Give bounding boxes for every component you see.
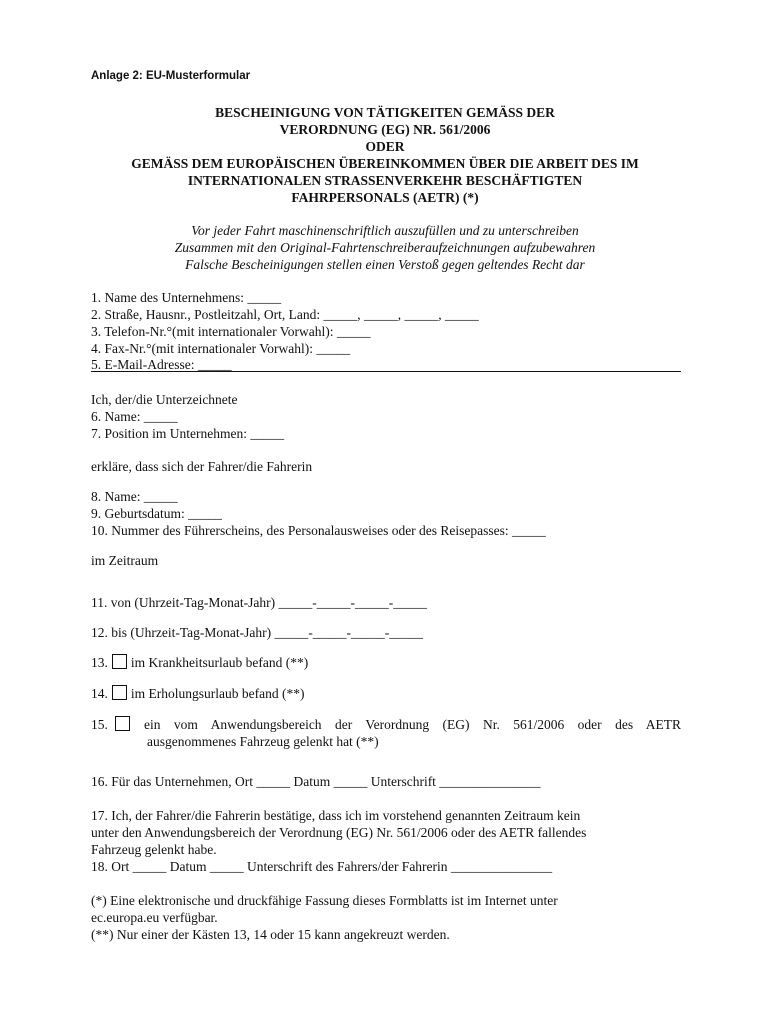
instruction-line-2: Zusammen mit den Original-Fahrtenschreiberaufzeichnungen aufzubewahren — [174, 240, 596, 255]
driver-confirmation-line-1: 17. Ich, der Fahrer/die Fahrerin bestätige, dass ich im vorstehend genannten Zeitraum kein — [91, 808, 581, 823]
footnote-1-line-2: ec.europa.eu verfügbar. — [91, 910, 218, 925]
field-company-email[interactable]: 5. E-Mail-Adresse: _____ — [91, 357, 232, 372]
option-label: im Erholungsurlaub befand (**) — [130, 686, 305, 701]
title-line-2: VERORDNUNG (EG) NR. 561/2006 — [279, 122, 491, 137]
field-signer-name[interactable]: 6. Name: _____ — [91, 409, 178, 424]
field-company-name[interactable]: 1. Name des Unternehmens: _____ — [91, 290, 282, 305]
title-line-4: GEMÄSS DEM EUROPÄISCHEN ÜBEREINKOMMEN ÜBER DIE ARBEIT DES IM — [131, 156, 639, 171]
field-company-signature[interactable]: 16. Für das Unternehmen, Ort _____ Datum _____ Unterschrift _______________ — [91, 774, 541, 789]
period-label: im Zeitraum — [91, 553, 159, 568]
annual-leave-checkbox[interactable] — [112, 685, 127, 700]
footnote-1-line-1: (*) Eine elektronische und druckfähige Fassung dieses Formblatts ist im Internet unter — [91, 893, 558, 908]
exempt-vehicle-checkbox[interactable] — [115, 716, 130, 731]
title-line-3: ODER — [365, 139, 405, 154]
sick-leave-checkbox[interactable] — [112, 654, 127, 669]
field-company-fax[interactable]: 4. Fax-Nr.°(mit internationaler Vorwahl): _____ — [91, 341, 351, 356]
field-period-to[interactable]: 12. bis (Uhrzeit-Tag-Monat-Jahr) _____-_____-_____-_____ — [91, 625, 423, 640]
instruction-line-1: Vor jeder Fahrt maschinenschriftlich auszufüllen und zu unterschreiben — [191, 223, 579, 238]
field-driver-document-number[interactable]: 10. Nummer des Führerscheins, des Personalausweises oder des Reisepasses: _____ — [91, 523, 546, 538]
annex-label: Anlage 2: EU-Musterformular — [91, 70, 251, 82]
title-line-1: BESCHEINIGUNG VON TÄTIGKEITEN GEMÄSS DER — [215, 105, 555, 120]
option-label: im Krankheitsurlaub befand (**) — [130, 655, 309, 670]
signer-intro: Ich, der/die Unterzeichnete — [91, 392, 238, 407]
title-line-5: INTERNATIONALEN STRASSENVERKEHR BESCHÄFTIGTEN — [187, 173, 583, 188]
field-company-address[interactable]: 2. Straße, Hausnr., Postleitzahl, Ort, Land: _____, _____, _____, _____ — [91, 307, 479, 322]
option-number: 14. — [91, 686, 108, 701]
option-exempt-vehicle — [91, 716, 138, 733]
field-signer-position[interactable]: 7. Position im Unternehmen: _____ — [91, 426, 285, 441]
option-number: 13. — [91, 655, 108, 670]
divider-line — [91, 371, 681, 372]
field-period-from[interactable]: 11. von (Uhrzeit-Tag-Monat-Jahr) _____-_____-_____-_____ — [91, 595, 427, 610]
option-number: 15. — [91, 717, 108, 732]
field-company-phone[interactable]: 3. Telefon-Nr.°(mit internationaler Vorwahl): _____ — [91, 324, 371, 339]
footnote-2: (**) Nur einer der Kästen 13, 14 oder 15 kann angekreuzt werden. — [91, 927, 450, 942]
field-driver-signature[interactable]: 18. Ort _____ Datum _____ Unterschrift des Fahrers/der Fahrerin _______________ — [91, 859, 553, 874]
declaration-text: erkläre, dass sich der Fahrer/die Fahrerin — [91, 459, 313, 474]
option-sick-leave — [91, 654, 308, 671]
driver-confirmation-line-3: Fahrzeug gelenkt habe. — [91, 842, 217, 857]
title-line-6: FAHRPERSONALS (AETR) (*) — [291, 190, 479, 205]
option-exempt-vehicle-text-2: ausgenommenes Fahrzeug gelenkt hat (**) — [147, 734, 379, 749]
instruction-line-3: Falsche Bescheinigungen stellen einen Verstoß gegen geltendes Recht dar — [185, 257, 585, 272]
option-annual-leave — [91, 685, 304, 702]
field-driver-name[interactable]: 8. Name: _____ — [91, 489, 178, 504]
field-driver-birthdate[interactable]: 9. Geburtsdatum: _____ — [91, 506, 222, 521]
driver-confirmation-line-2: unter den Anwendungsbereich der Verordnung (EG) Nr. 561/2006 oder des AETR fallendes — [91, 825, 587, 840]
option-exempt-vehicle-text-1: ein vom Anwendungsbereich der Verordnung (EG) Nr. 561/2006 oder des AETR — [144, 717, 681, 732]
